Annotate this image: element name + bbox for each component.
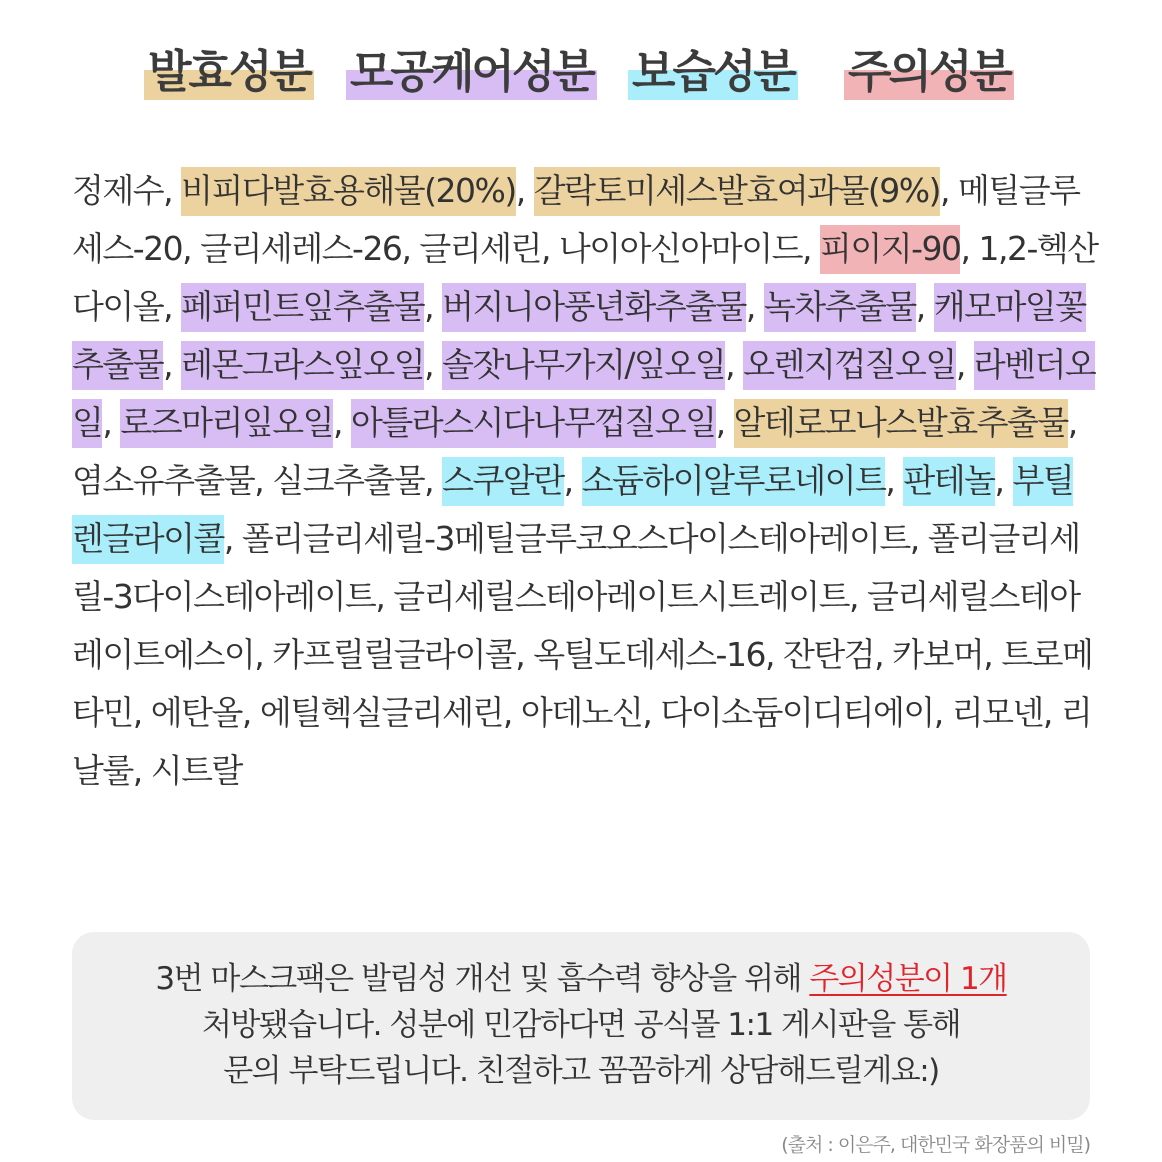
ingredient-separator: , xyxy=(254,635,273,674)
ingredient-separator: , xyxy=(933,693,952,732)
ingredient-separator: , xyxy=(983,635,1002,674)
ingredient-item: 버지니아풍년화추출물 xyxy=(442,283,746,332)
ingredient-separator: , xyxy=(801,229,820,268)
ingredient-separator: , xyxy=(182,229,201,268)
ingredient-separator: , xyxy=(960,229,979,268)
ingredient-separator: , xyxy=(163,345,182,384)
ingredient-separator: , xyxy=(502,693,521,732)
ingredient-item: 실크추출물 xyxy=(272,461,425,500)
ingredient-item: 레몬그라스잎오일 xyxy=(181,341,424,390)
ingredient-item: 정제수 xyxy=(72,171,164,210)
ingredient-item: 라벤더오일 xyxy=(72,341,1095,448)
ingredient-separator: , xyxy=(764,635,783,674)
ingredient-separator: , xyxy=(163,171,182,210)
ingredient-separator: , xyxy=(1067,403,1077,442)
ingredient-item: 아틀라스시다나무껍질오일 xyxy=(351,399,716,448)
ingredient-item: 잔탄검 xyxy=(782,635,875,674)
ingredient-item: 소듐하이알루로네이트 xyxy=(582,457,886,506)
ingredient-separator: , xyxy=(994,461,1013,500)
ingredient-separator: , xyxy=(1042,693,1061,732)
ingredient-separator: , xyxy=(223,519,242,558)
ingredient-item: 나이아신아마이드 xyxy=(558,229,802,268)
ingredient-item: 트로메타민 xyxy=(72,635,1093,732)
ingredient-item: 리모넨 xyxy=(951,693,1043,732)
ingredient-separator: , xyxy=(885,461,904,500)
ingredient-item: 카프릴릴글라이콜 xyxy=(272,635,516,674)
notice-line-2: 처방됐습니다. 성분에 민감하다면 공식몰 1:1 게시판을 통해 xyxy=(201,1007,961,1043)
ingredient-item: 리날룰 xyxy=(72,693,1092,790)
ingredient-separator: , xyxy=(241,693,260,732)
ingredient-item: 글리세릴스테아레이트시트레이트 xyxy=(393,577,849,616)
ingredient-separator: , xyxy=(745,287,764,326)
legend-hair-care-label: 모공케어성분 xyxy=(350,45,593,98)
notice-line-1 xyxy=(72,956,1090,1002)
ingredient-separator: , xyxy=(132,751,151,790)
ingredient-legend xyxy=(0,42,1162,102)
ingredient-item: 로즈마리잎오일 xyxy=(120,399,333,448)
notice-box xyxy=(72,932,1090,1120)
ingredient-item: 염소유추출물 xyxy=(72,461,255,500)
ingredient-separator: , xyxy=(102,403,121,442)
ingredient-separator: , xyxy=(424,287,443,326)
ingredient-item: 글리세레스-26 xyxy=(200,229,402,268)
ingredient-item: 녹차추출물 xyxy=(764,283,916,332)
legend-caution xyxy=(848,42,1010,102)
ingredient-item: 글리세린 xyxy=(419,229,541,268)
ingredient-separator: , xyxy=(915,287,934,326)
legend-caution-label: 주의성분 xyxy=(848,45,1010,98)
ingredient-list xyxy=(72,162,1102,800)
ingredient-item: 시트랄 xyxy=(150,751,242,790)
notice-line-3: 문의 부탁드립니다. 친절하고 꼼꼼하게 상담해드릴게요:) xyxy=(223,1053,939,1089)
legend-moisture-label: 보습성분 xyxy=(632,45,794,98)
ingredient-separator: , xyxy=(563,461,582,500)
ingredient-item: 피이지-90 xyxy=(820,225,961,274)
ingredient-item: 다이소듐이디티에이 xyxy=(660,693,934,732)
ingredient-separator: , xyxy=(940,171,958,210)
legend-moisture xyxy=(632,42,794,102)
legend-ferment-label: 발효성분 xyxy=(148,45,310,98)
ingredient-item: 폴리글리세릴-3다이스테아레이트 xyxy=(72,519,1080,616)
ingredient-item: 에틸헥실글리세린 xyxy=(259,693,503,732)
ingredient-item: 카보머 xyxy=(892,635,984,674)
ingredient-item: 캐모마일꽃추출물 xyxy=(72,283,1086,390)
ingredient-separator: , xyxy=(909,519,928,558)
legend-ferment xyxy=(148,42,310,102)
ingredient-item: 스쿠알란 xyxy=(442,457,564,506)
ingredient-item: 1,2-헥산다이올 xyxy=(72,229,1098,326)
ingredient-item: 페퍼민트잎추출물 xyxy=(181,283,424,332)
ingredient-item: 옥틸도데세스-16 xyxy=(533,635,765,674)
caution-count-highlight: 주의성분이 1개 xyxy=(809,961,1007,997)
ingredient-separator: , xyxy=(715,403,734,442)
ingredient-item: 판테놀 xyxy=(903,457,994,506)
ingredient-separator: , xyxy=(163,287,182,326)
ingredient-separator: , xyxy=(424,461,443,500)
source-citation: (출처 : 이은주, 대한민국 화장품의 비밀) xyxy=(781,1134,1090,1156)
ingredient-item: 폴리글리세릴-3메틸글루코오스다이스테아레이트 xyxy=(241,519,910,558)
notice-line-1-text: 3번 마스크팩은 발림성 개선 및 흡수력 향상을 위해 xyxy=(155,961,810,997)
ingredient-separator: , xyxy=(515,171,534,210)
ingredient-separator: , xyxy=(955,345,974,384)
ingredient-separator: , xyxy=(540,229,559,268)
ingredient-item: 글리세릴스테아레이트에스이 xyxy=(72,577,1080,674)
ingredient-separator: , xyxy=(333,403,352,442)
ingredient-item: 에탄올 xyxy=(150,693,242,732)
ingredient-item: 부틸렌글라이콜 xyxy=(72,457,1073,564)
ingredient-separator: , xyxy=(375,577,394,616)
ingredient-item: 메틸글루세스-20 xyxy=(72,171,1080,268)
ingredient-item: 솔잣나무가지/잎오일 xyxy=(442,341,725,390)
legend-hair-care xyxy=(350,42,593,102)
ingredient-item: 오렌지껍질오일 xyxy=(743,341,956,390)
ingredient-item: 알테로모나스발효추출물 xyxy=(734,399,1068,448)
ingredient-item: 갈락토미세스발효여과물(9%) xyxy=(534,167,940,216)
ingredient-separator: , xyxy=(848,577,867,616)
ingredient-separator: , xyxy=(725,345,744,384)
ingredient-item: 비피다발효용해물(20%) xyxy=(181,167,516,216)
ingredient-separator: , xyxy=(874,635,893,674)
ingredient-separator: , xyxy=(132,693,151,732)
ingredient-item: 아데노신 xyxy=(520,693,643,732)
ingredient-separator: , xyxy=(515,635,534,674)
ingredient-separator: , xyxy=(401,229,420,268)
ingredient-separator: , xyxy=(254,461,273,500)
ingredient-separator: , xyxy=(424,345,443,384)
ingredient-separator: , xyxy=(642,693,661,732)
